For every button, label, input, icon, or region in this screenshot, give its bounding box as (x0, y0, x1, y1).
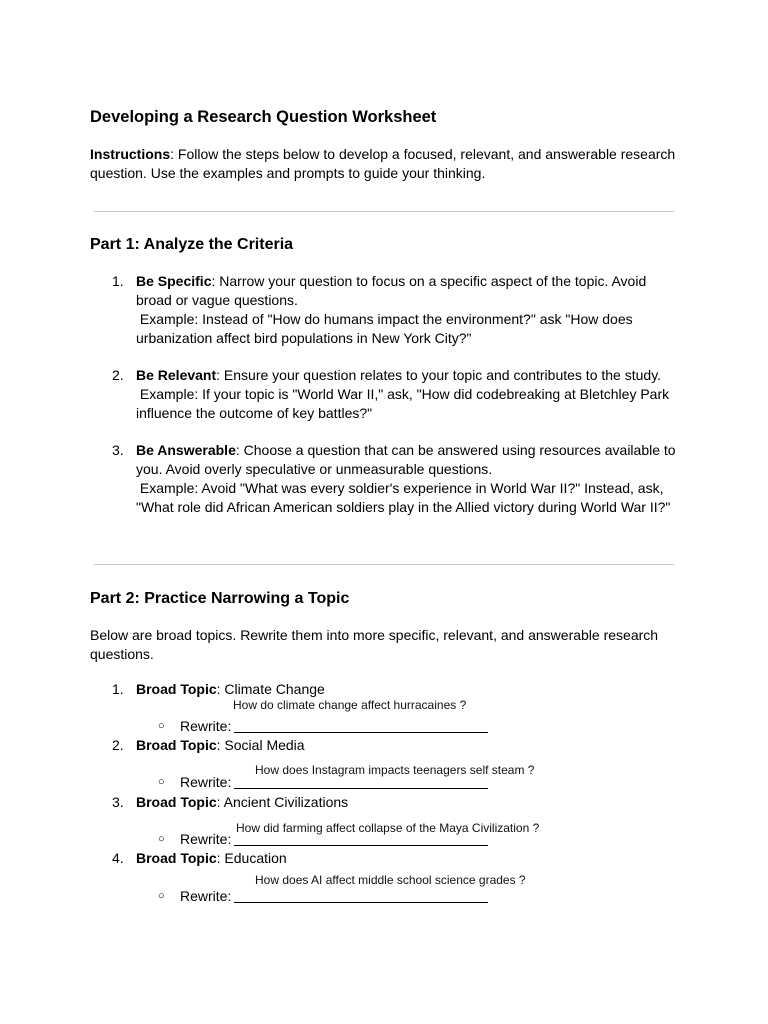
rewrite-label: Rewrite: (180, 888, 232, 904)
part2-intro-text-1: Below are broad topics. Rewrite them into more specific, relevant, and answerable research (90, 627, 659, 643)
rewrite-label: Rewrite: (180, 718, 232, 734)
part2-heading: Part 2: Practice Narrowing a Topic (90, 590, 350, 607)
list-number: 1. (112, 273, 124, 289)
criteria-term: Be Relevant (136, 367, 217, 383)
part2-intro-text-2: questions. (90, 646, 154, 662)
broad-topic-name: : Education (216, 850, 287, 866)
circle-bullet-icon: ○ (158, 776, 165, 788)
handwritten-answer: How did farming affect collapse of the Maya Civilization ? (236, 821, 540, 835)
broad-topic-label: Broad Topic (136, 794, 217, 810)
broad-topic-name: : Climate Change (216, 681, 325, 697)
circle-bullet-icon: ○ (158, 890, 165, 902)
list-number: 4. (112, 850, 124, 866)
criteria-term: Be Specific (136, 273, 212, 289)
instructions-text-2: question. Use the examples and prompts to guide your thinking. (90, 165, 486, 181)
answer-blank-line[interactable] (234, 788, 488, 789)
instructions-label: Instructions (90, 146, 171, 162)
circle-bullet-icon: ○ (158, 833, 165, 845)
criteria-example: Example: Avoid "What was every soldier's experience in World War II?" Instead, ask, (136, 480, 664, 496)
broad-topic-label: Broad Topic (136, 737, 217, 753)
criteria-term: Be Answerable (136, 442, 236, 458)
criteria-example: influence the outcome of key battles?" (136, 405, 373, 421)
criteria-text: you. Avoid overly speculative or unmeasurable questions. (136, 461, 493, 477)
circle-bullet-icon: ○ (158, 720, 165, 732)
divider-1 (94, 211, 674, 212)
broad-topic-name: : Social Media (216, 737, 305, 753)
list-number: 1. (112, 681, 124, 697)
criteria-text: : Choose a question that can be answered using resources available to (235, 442, 676, 458)
handwritten-answer: How does Instagram impacts teenagers self steam ? (255, 763, 535, 777)
part1-heading: Part 1: Analyze the Criteria (90, 236, 294, 253)
instructions-text-1: : Follow the steps below to develop a focused, relevant, and answerable research (170, 146, 676, 162)
rewrite-label: Rewrite: (180, 774, 232, 790)
criteria-example: "What role did African American soldiers play in the Allied victory during World War II?" (136, 499, 671, 515)
handwritten-answer: How do climate change affect hurracaines ? (233, 698, 467, 712)
broad-topic-label: Broad Topic (136, 681, 217, 697)
criteria-text: broad or vague questions. (136, 292, 298, 308)
criteria-text: : Ensure your question relates to your topic and contributes to the study. (216, 367, 662, 383)
criteria-text: : Narrow your question to focus on a specific aspect of the topic. Avoid (211, 273, 647, 289)
broad-topic-name: : Ancient Civilizations (216, 794, 349, 810)
instructions (90, 145, 690, 183)
answer-blank-line[interactable] (234, 732, 488, 733)
criteria-example: Example: If your topic is "World War II," ask, "How did codebreaking at Bletchley Park (136, 386, 670, 402)
divider-2 (94, 564, 674, 565)
handwritten-answer: How does AI affect middle school science grades ? (255, 873, 526, 887)
part2-intro (90, 626, 690, 664)
list-number: 3. (112, 794, 124, 810)
list-number: 2. (112, 737, 124, 753)
list-number: 3. (112, 442, 124, 458)
answer-blank-line[interactable] (234, 902, 488, 903)
rewrite-label: Rewrite: (180, 831, 232, 847)
page-title: Developing a Research Question Worksheet (90, 108, 437, 126)
broad-topic-label: Broad Topic (136, 850, 217, 866)
criteria-example: Example: Instead of "How do humans impact the environment?" ask "How does (136, 311, 633, 327)
criteria-example: urbanization affect bird populations in New York City?" (136, 330, 472, 346)
answer-blank-line[interactable] (234, 845, 488, 846)
list-number: 2. (112, 367, 124, 383)
